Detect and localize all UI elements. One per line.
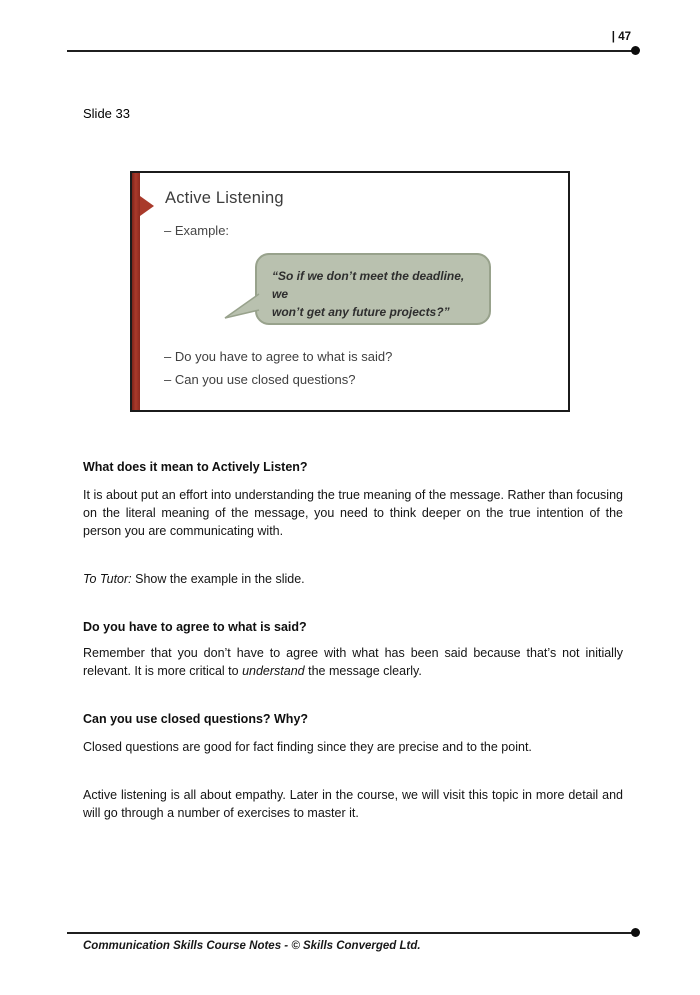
agree-body-emphasis: understand [242, 664, 305, 678]
section-heading-closed-questions: Can you use closed questions? Why? [83, 712, 309, 726]
tutor-note-prefix: To Tutor: [83, 572, 132, 586]
slide-bullet-list [164, 349, 392, 395]
header-rule-dot [631, 46, 640, 55]
section-heading-actively-listen: What does it mean to Actively Listen? [83, 460, 308, 474]
slide-example-label: – Example: [164, 223, 230, 238]
footer-rule-dot [631, 928, 640, 937]
speech-bubble-line: “So if we don’t meet the deadline, we [272, 269, 465, 301]
footer-rule [67, 932, 633, 934]
section-heading-agree: Do you have to agree to what is said? [83, 620, 307, 634]
page-number: | 47 [611, 31, 631, 43]
speech-bubble-tail-icon [222, 291, 262, 323]
speech-bubble-line: won’t get any future projects?” [272, 305, 450, 319]
slide-accent-bar [132, 173, 140, 410]
agree-body-end: the message clearly. [304, 664, 422, 678]
tutor-note-body: Show the example in the slide. [131, 572, 305, 586]
footer-text: Communication Skills Course Notes - © Skills Converged Ltd. [83, 940, 421, 952]
closing-paragraph: Active listening is all about empathy. Later in the course, we will visit this topic in more detail and will go through a number of exercises to master it. [83, 788, 623, 820]
slide-title: Active Listening [165, 189, 284, 207]
tutor-note [83, 570, 623, 588]
section-body-closed-questions: Closed questions are good for fact finding since they are precise and to the point. [83, 740, 532, 754]
header-rule [67, 50, 633, 52]
section-body-agree [83, 644, 623, 680]
speech-bubble [255, 253, 491, 325]
slide-bullet: – Do you have to agree to what is said? [164, 349, 393, 364]
slide-bullet: – Can you use closed questions? [164, 372, 356, 387]
slide-caption: Slide 33 [83, 106, 130, 121]
agree-body-start: Remember that you don’t have to agree with what has been said because that’s not initially relevant. It is more critical to [83, 646, 623, 678]
slide-image [130, 171, 570, 412]
slide-accent-arrow-icon [140, 196, 154, 216]
section-body-actively-listen: It is about put an effort into understanding the true meaning of the message. Rather than focusing on the literal meaning of the message, you need to think deeper on the true intention of the person you are communicating with. [83, 488, 623, 538]
